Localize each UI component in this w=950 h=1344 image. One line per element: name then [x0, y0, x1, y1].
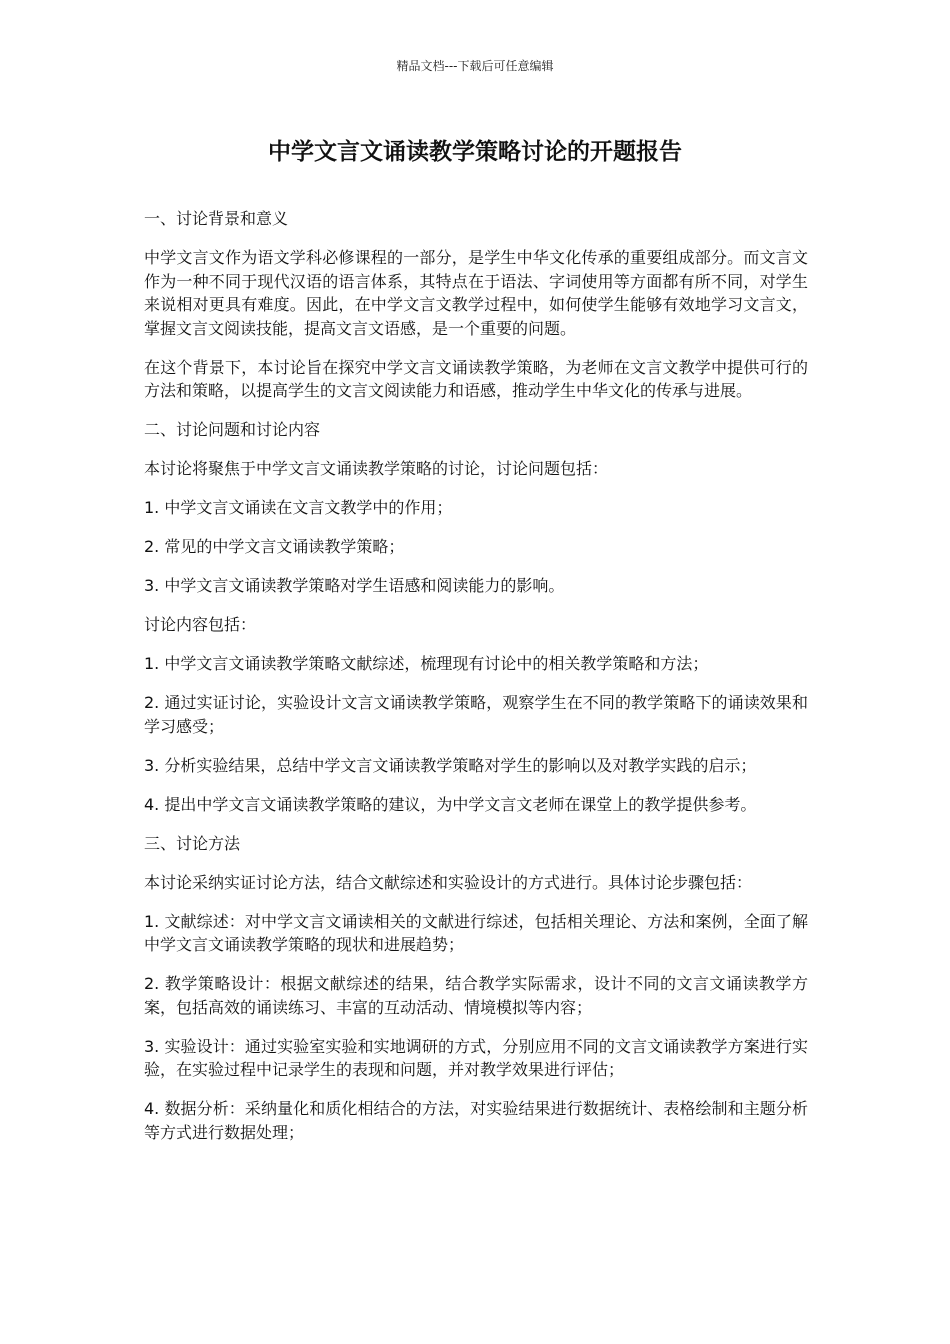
list-item-step: 1. 文献综述：对中学文言文诵读相关的文献进行综述，包括相关理论、方法和案例，全面了解中学文言文诵读教学策略的现状和进展趋势； [144, 911, 808, 954]
section-heading-questions: 二、讨论问题和讨论内容 [144, 420, 321, 439]
paragraph-background-1: 中学文言文作为语文学科必修课程的一部分，是学生中华文化传承的重要组成部分。而文言文作为一种不同于现代汉语的语言体系，其特点在于语法、字词使用等方面都有所不同，对学生来说相对更具有难度。因此，在中学文言文教学过程中，如何使学生能够有效地学习文言文，掌握文言文阅读技能，提高文言文语感，是一个重要的问题。 [144, 248, 808, 338]
list-item-content: 1. 中学文言文诵读教学策略文献综述，梳理现有讨论中的相关教学策略和方法； [144, 654, 709, 673]
list-item-content: 3. 分析实验结果，总结中学文言文诵读教学策略对学生的影响以及对教学实践的启示； [144, 755, 757, 775]
list-item-step: 4. 数据分析：采纳量化和质化相结合的方法，对实验结果进行数据统计、表格绘制和主题分析等方式进行数据处理； [144, 1099, 808, 1142]
section-heading-methods: 三、讨论方法 [144, 833, 241, 853]
document-body [144, 207, 808, 1160]
paragraph-content-intro: 讨论内容包括： [144, 615, 257, 634]
paragraph-methods-intro: 本讨论采纳实证讨论方法，结合文献综述和实验设计的方式进行。具体讨论步骤包括： [144, 872, 753, 892]
header-note: 精品文档---下载后可任意编辑 [396, 59, 554, 73]
list-item-content: 2. 通过实证讨论，实验设计文言文诵读教学策略，观察学生在不同的教学策略下的诵读效果和学习感受； [144, 693, 808, 736]
list-item-question: 1. 中学文言文诵读在文言文教学中的作用； [144, 498, 453, 517]
list-item-step: 2. 教学策略设计：根据文献综述的结果，结合教学实际需求，设计不同的文言文诵读教学方案，包括高效的诵读练习、丰富的互动活动、情境模拟等内容； [144, 974, 808, 1017]
section-heading-background: 一、讨论背景和意义 [144, 209, 289, 228]
paragraph-questions-intro: 本讨论将聚焦于中学文言文诵读教学策略的讨论，讨论问题包括： [144, 459, 609, 478]
list-item-step: 3. 实验设计：通过实验室实验和实地调研的方式，分别应用不同的文言文诵读教学方案进行实验，在实验过程中记录学生的表现和问题，并对教学效果进行评估； [144, 1036, 808, 1079]
list-item-question: 2. 常见的中学文言文诵读教学策略； [144, 537, 405, 556]
list-item-content: 4. 提出中学文言文诵读教学策略的建议，为中学文言文老师在课堂上的教学提供参考。 [144, 794, 757, 814]
document-title: 中学文言文诵读教学策略讨论的开题报告 [268, 139, 682, 165]
list-item-question: 3. 中学文言文诵读教学策略对学生语感和阅读能力的影响。 [144, 576, 565, 595]
paragraph-background-2: 在这个背景下，本讨论旨在探究中学文言文诵读教学策略，为老师在文言文教学中提供可行的方法和策略，以提高学生的文言文阅读能力和语感，推动学生中华文化的传承与进展。 [144, 357, 808, 400]
